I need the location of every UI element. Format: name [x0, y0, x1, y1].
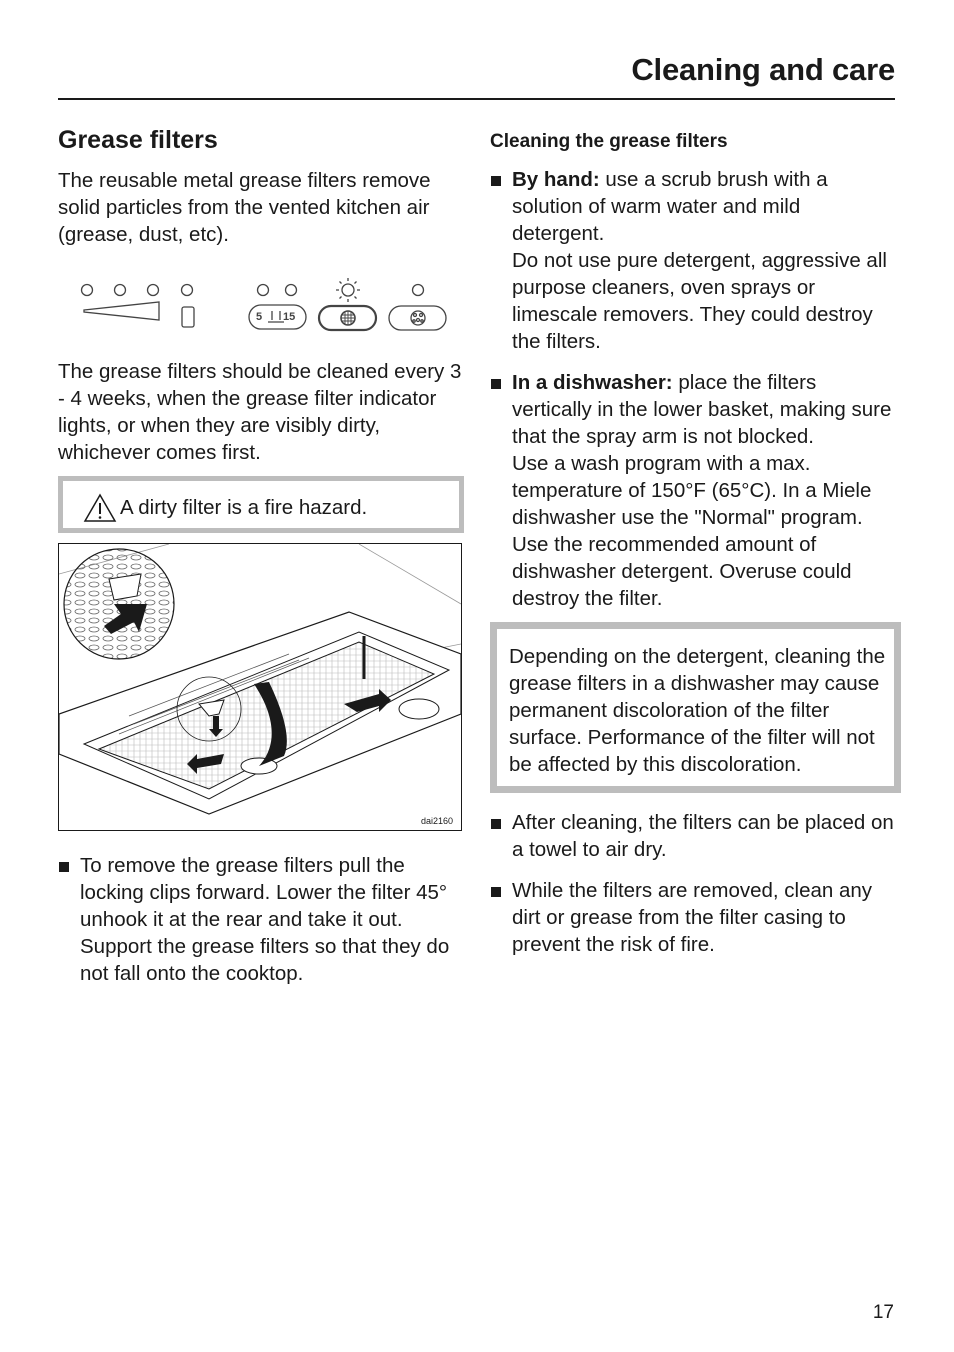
by-hand-caution: Do not use pure detergent, aggressive all purpose cleaners, oven sprays or limescale removers. They could destroy the filters. — [512, 249, 887, 353]
control-panel-illustration — [58, 248, 464, 358]
header-rule — [58, 98, 895, 100]
dishwasher-text: place the filters vertically in the lower basket, making sure that the spray arm is not blocked. — [512, 371, 892, 448]
by-hand-label: By hand: — [512, 168, 600, 191]
control-panel-drawing — [58, 248, 464, 358]
right-column — [490, 124, 896, 958]
filter-removal-figure — [58, 543, 462, 831]
cleaning-schedule: The grease filters should be cleaned every 3 - 4 weeks, when the grease filter indicator lights, or when they are visibly dirty, whichever comes first. — [58, 360, 462, 464]
grease-filters-intro: The reusable metal grease filters remove solid particles from the vented kitchen air (grease, dust, etc). — [58, 169, 431, 246]
casing-cleaning-bullet: While the filters are removed, clean any dirt or grease from the filter casing to prevent the risk of fire. — [490, 877, 896, 958]
page-number: 17 — [872, 1302, 894, 1323]
figure-label: dai2160 — [420, 816, 453, 826]
dishwasher-program: Use a wash program with a max. temperature of 150°F (65°C). In a Miele dishwasher use the "Normal" program. — [512, 452, 872, 529]
filter-removal-drawing — [59, 544, 461, 830]
timer-15-label: 15 — [283, 311, 296, 323]
grease-filters-heading: Grease filters — [58, 126, 218, 154]
page-header-title: Cleaning and care — [631, 52, 895, 87]
cleaning-grease-filters-heading: Cleaning the grease filters — [490, 131, 728, 152]
fire-hazard-warning — [58, 476, 464, 533]
discoloration-note: Depending on the detergent, cleaning the grease filters in a dishwasher may cause permanent discoloration of the filter surface. Performance of the filter will not be affected by this discoloration. — [490, 622, 901, 793]
warning-text: A dirty filter is a fire hazard. — [120, 496, 368, 519]
dishwasher-label: In a dishwasher: — [512, 371, 673, 394]
dishwasher-bullet — [490, 369, 896, 612]
removal-instructions-bullet: To remove the grease filters pull the locking clips forward. Lower the filter 45° unhook it at the rear and take it out. Support the grease filters so that they do not fall onto the cooktop. — [58, 852, 464, 987]
by-hand-text: use a scrub brush with a solution of warm water and mild detergent. — [512, 168, 828, 245]
left-column — [58, 124, 464, 987]
warning-triangle-icon — [83, 493, 117, 523]
timer-5-label: 5 — [256, 311, 263, 323]
dishwasher-detergent: Use the recommended amount of dishwasher detergent. Overuse could destroy the filter. — [512, 533, 852, 610]
air-dry-bullet: After cleaning, the filters can be placed on a towel to air dry. — [490, 809, 896, 863]
by-hand-bullet — [490, 166, 896, 355]
